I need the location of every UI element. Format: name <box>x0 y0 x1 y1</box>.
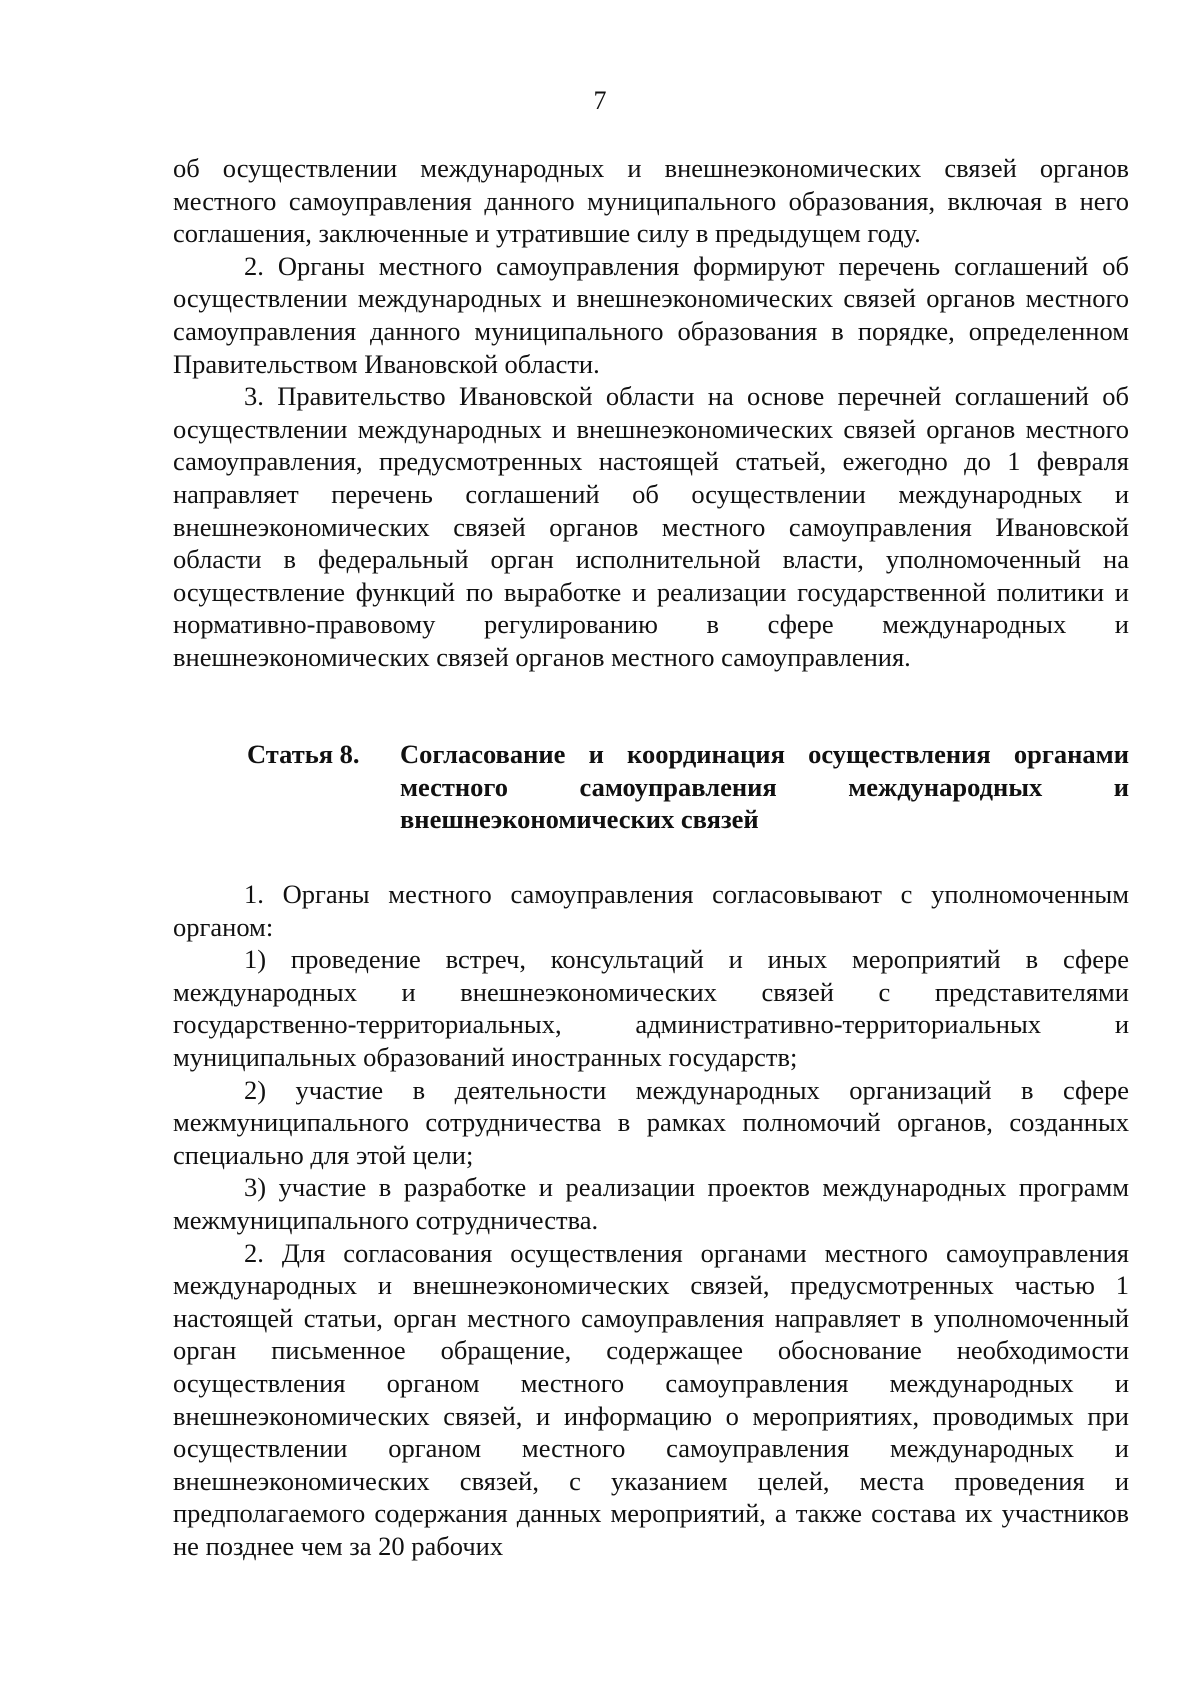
paragraph-continuation: об осуществлении международных и внешнеэкономических связей органов местного самоуправления данного муниципального образования, включая в него соглашения, заключенные и утратившие силу в предыдущем году. <box>173 153 1129 249</box>
paragraph-item-3: 3. Правительство Ивановской области на основе перечней соглашений об осуществлении международных и внешнеэкономических связей органов местного самоуправления, предусмотренных настоящей статьей, ежегодно до 1 февраля направляет перечень соглашений об осуществлении международных и внешнеэкономических связей органов местного самоуправления Ивановской области в федеральный орган исполнительной власти, уполномоченный на осуществление функций по выработке и реализации государственной политики и нормативно-правовому регулированию в сфере международных и внешнеэкономических связей органов местного самоуправления. <box>173 381 1129 672</box>
paragraph-item-2: 2. Органы местного самоуправления формируют перечень соглашений об осуществлении международных и внешнеэкономических связей органов местного самоуправления данного муниципального образования в порядке, определенном Правительством Ивановской области. <box>173 250 1129 379</box>
article-paragraph-2: 2. Для согласования осуществления органами местного самоуправления международных и внешнеэкономических связей, предусмотренных частью 1 настоящей статьи, орган местного самоуправления направляет в уполномоченный орган письменное обращение, содержащее обоснование необходимости осуществления органом местного самоуправления международных и внешнеэкономических связей, и информацию о мероприятиях, проводимых при осуществлении органом местного самоуправления международных и внешнеэкономических связей, с указанием целей, места проведения и предполагаемого содержания данных мероприятий, а также состава их участников не позднее чем за 20 рабочих <box>173 1237 1129 1561</box>
article-subitem-3: 3) участие в разработке и реализации проектов международных программ межмуниципального сотрудничества. <box>173 1172 1129 1235</box>
article-paragraph-1: 1. Органы местного самоуправления согласовывают с уполномоченным органом: <box>173 879 1129 942</box>
article-subitem-1: 1) проведение встреч, консультаций и иных мероприятий в сфере международных и внешнеэкономических связей с представителями государственно-территориальных, административно-территориальных и муниципальных образований иностранных государств; <box>173 944 1129 1072</box>
article-subitem-2: 2) участие в деятельности международных организаций в сфере межмуниципального сотрудничества в рамках полномочий органов, созданных специально для этой цели; <box>173 1074 1129 1170</box>
top-text-block <box>173 152 1129 674</box>
article-number: Статья 8. <box>247 739 360 769</box>
article-title: Согласование и координация осуществления органами местного самоуправления международных и внешнеэкономических связей <box>400 739 1129 835</box>
article-text-block <box>173 878 1129 1562</box>
page-number: 7 <box>593 86 607 115</box>
